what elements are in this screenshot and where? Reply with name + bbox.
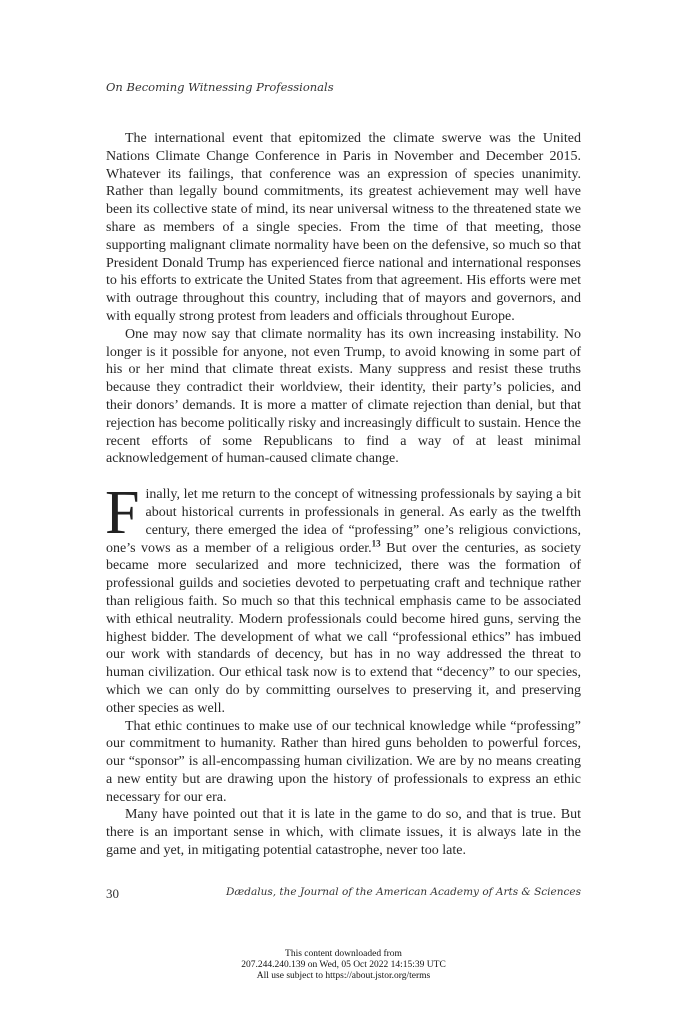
paragraph-3 — [105, 479, 581, 717]
body-text — [106, 130, 581, 860]
paragraph-5: Many have pointed out that it is late in the game to do so, and that is true. But there is an important sense in which, with climate issues, it is always late in the game and yet, in mitigating potential catastrophe, never too late. — [106, 807, 581, 859]
download-notice-line-1: This content downloaded from — [285, 949, 402, 959]
section-break — [106, 468, 581, 486]
paragraph-3-part-1: inally, let me return to the concept of witnessing professionals by saying a bit about historical currents in professionals in general. As early as the twelfth century, there emerged the idea of “professing” one’s religious convictions, one’s vows as a member of a religious order. — [106, 487, 581, 556]
paragraph-4: That ethic continues to make use of our technical knowledge while “professing” our commitment to humanity. Rather than hired guns beholden to powerful forces, our “sponsor” is all-encompassing human civilization. We are by no means creating a new entity but are drawing upon the history of professionals to express an ethic necessary for our era. — [106, 718, 581, 805]
paragraph-2: One may now say that climate normality has its own increasing instability. No longer is it possible for anyone, not even Trump, to avoid knowing in some part of his or her mind that climate threat exists. Many suppress and resist these truths because they contradict their worldview, their identity, their party’s policies, and their donors’ demands. It is more a matter of climate rejection than denial, but that rejection has become politically risky and increasingly difficult to sustain. Hence the recent efforts of some Republicans to find a way of at least minimal acknowledgement of human-caused climate change. — [106, 326, 581, 467]
drop-cap: F — [105, 479, 140, 548]
paragraph-3-part-2: But over the centuries, as society became more secularized and more technicized, there was the formation of professional guilds and societies devoted to perpetuating craft and technique rather than religious faith. So much so that this technical emphasis came to be associated with ethical neutrality. Modern professionals could become hired guns, serving the highest bidder. The development of what we call “professional ethics” has imbued our work with standards of decency, but has in no way addressed the threat to human civilization. Our ethical task now is to extend that “decency” to our species, which we can only do by committing ourselves to preserving it, and preserving other species as well. — [106, 540, 581, 716]
running-head: On Becoming Witnessing Professionals — [106, 80, 334, 94]
download-notice — [0, 949, 687, 982]
page-number: 30 — [106, 886, 119, 901]
journal-name: Dædalus, the Journal of the American Academy of Arts & Sciences — [225, 886, 581, 898]
download-notice-line-2: 207.244.240.139 on Wed, 05 Oct 2022 14:15:39 UTC — [241, 960, 446, 970]
footnote-reference[interactable]: 13 — [371, 537, 381, 548]
paragraph-1: The international event that epitomized the climate swerve was the United Nations Climate Change Conference in Paris in November and December 2015. Whatever its failings, that conference was an expression of species unanimity. Rather than legally bound commitments, its greatest achievement may well have been its collective state of mind, its near universal witness to the threatened state we share as members of a single species. From the time of that meeting, those supporting malignant climate normality have been on the defensive, so much so that President Donald Trump has experienced fierce national and international responses to his efforts to extricate the United States from that agreement. His efforts were met with outrage throughout this country, including that of mayors and governors, and with equally strong protest from leaders and officials throughout Europe. — [106, 131, 581, 324]
download-notice-line-3: All use subject to https://about.jstor.org/terms — [256, 971, 431, 981]
